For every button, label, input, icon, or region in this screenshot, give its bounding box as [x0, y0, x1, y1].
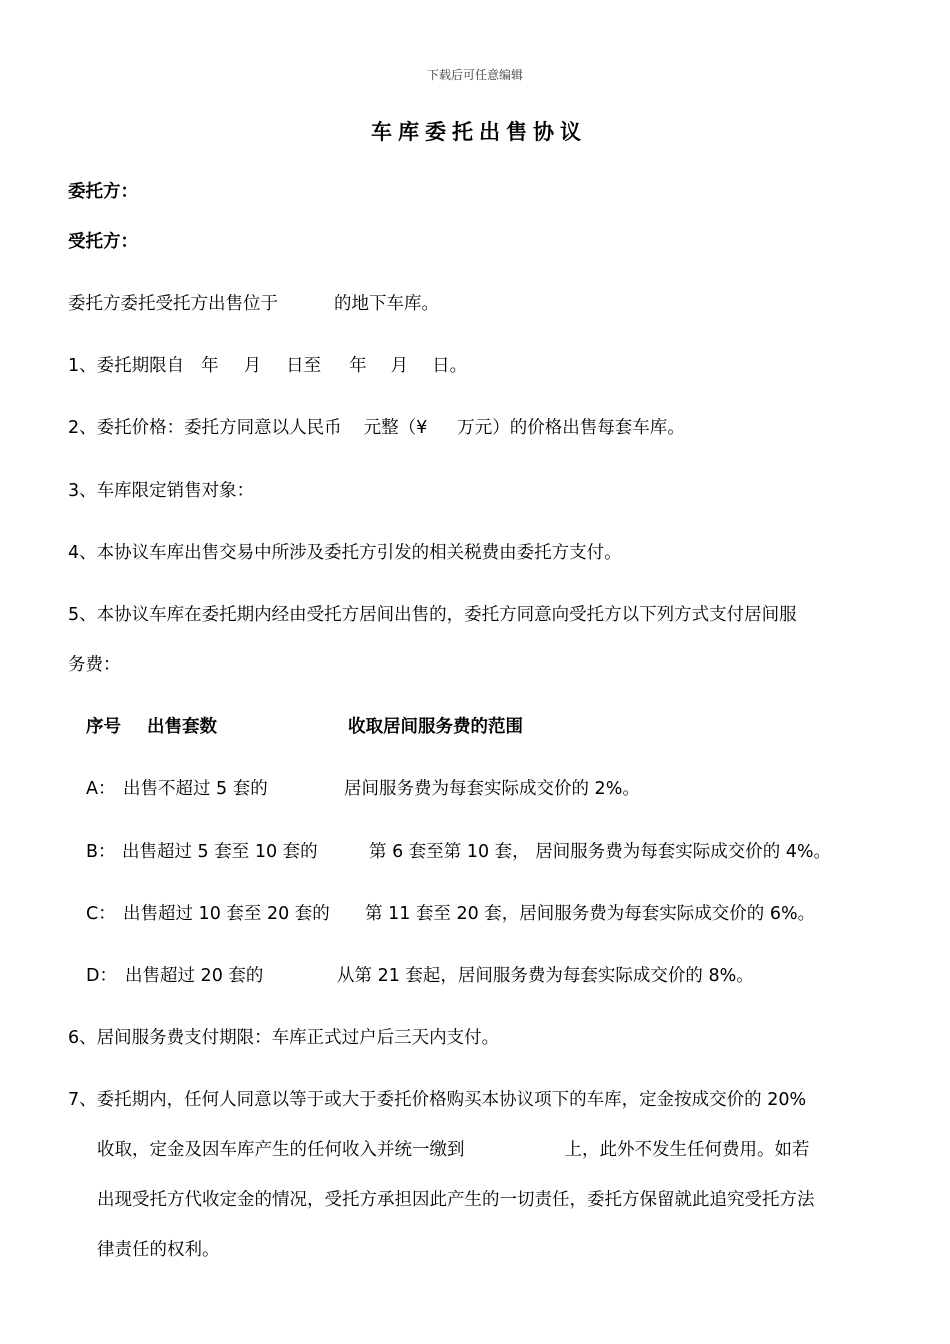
clause1-p2: 年: [201, 356, 219, 376]
table-row-d-count: 出售超过 20 套的: [125, 966, 264, 986]
clause1-p1: 1、委托期限自: [68, 356, 185, 376]
table-row-c-count: 出售超过 10 套至 20 套的: [123, 904, 330, 924]
table-row-b-range: 第 6 套至第 10 套， 居间服务费为每套实际成交价的 4%。: [369, 842, 832, 862]
clause-7-line-1: 7、委托期内，任何人同意以等于或大于委托价格购买本协议项下的车库，定金按成交价的 20%: [68, 1090, 807, 1110]
clause-7-line-4: 律责任的权利。: [97, 1240, 220, 1260]
intro-part2: 的地下车库。: [334, 294, 439, 314]
clause2-p1: 2、委托价格：委托方同意以人民币: [68, 418, 342, 438]
clause1-p7: 日。: [432, 356, 468, 376]
clause-7-line-3: 出现受托方代收定金的情况，受托方承担因此产生的一切责任，委托方保留就此追究受托方法: [97, 1190, 815, 1210]
table-row-a-id: A：: [86, 779, 116, 799]
clause1-p3: 月: [243, 356, 262, 376]
table-row-b-count: 出售超过 5 套至 10 套的: [122, 842, 318, 862]
table-row-d-id: D：: [86, 966, 117, 986]
table-row-c-id: C：: [86, 904, 116, 924]
clause-3: 3、车库限定销售对象：: [68, 481, 255, 501]
clause-5-line-1: 5、本协议车库在委托期内经由受托方居间出售的，委托方同意向受托方以下列方式支付居间服: [68, 605, 797, 625]
clause1-p4: 日至: [286, 356, 322, 376]
clause7-line2b: 上，此外不发生任何费用。如若: [564, 1140, 810, 1160]
clause-4: 4、本协议车库出售交易中所涉及委托方引发的相关税费由委托方支付。: [68, 543, 622, 563]
intro-part1: 委托方委托受托方出售位于: [68, 294, 278, 314]
table-row-a-count: 出售不超过 5 套的: [123, 779, 268, 799]
table-row-c-range: 第 11 套至 20 套，居间服务费为每套实际成交价的 6%。: [365, 904, 816, 924]
clause7-line2a: 收取，定金及因车库产生的任何收入并统一缴到: [97, 1140, 465, 1160]
table-row-a-range: 居间服务费为每套实际成交价的 2%。: [344, 779, 640, 799]
header-note: 下载后可任意编辑: [426, 68, 523, 82]
table-header-count: 出售套数: [147, 717, 217, 737]
intro-line: [68, 292, 439, 316]
clause2-p2: 元整（¥: [363, 418, 428, 438]
table-header-range: 收取居间服务费的范围: [348, 717, 523, 737]
principal-label: 委托方：: [68, 182, 138, 202]
clause-1: [68, 354, 467, 378]
table-row-b-id: B：: [86, 842, 116, 862]
clause1-p5: 年: [349, 356, 367, 376]
clause2-p3: 万元）的价格出售每套车库。: [457, 418, 685, 438]
table-row-d-range: 从第 21 套起，居间服务费为每套实际成交价的 8%。: [337, 966, 754, 986]
clause-5-line-2: 务费：: [68, 655, 121, 675]
clause1-p6: 月: [390, 356, 409, 376]
clause-7-line-2: [97, 1138, 810, 1162]
table-header-id: 序号: [86, 717, 121, 737]
clause-2: [68, 416, 685, 440]
document-title: 车库委托出售协议: [371, 120, 587, 144]
agent-label: 受托方：: [68, 232, 138, 252]
clause-6: 6、居间服务费支付期限：车库正式过户后三天内支付。: [68, 1028, 500, 1048]
